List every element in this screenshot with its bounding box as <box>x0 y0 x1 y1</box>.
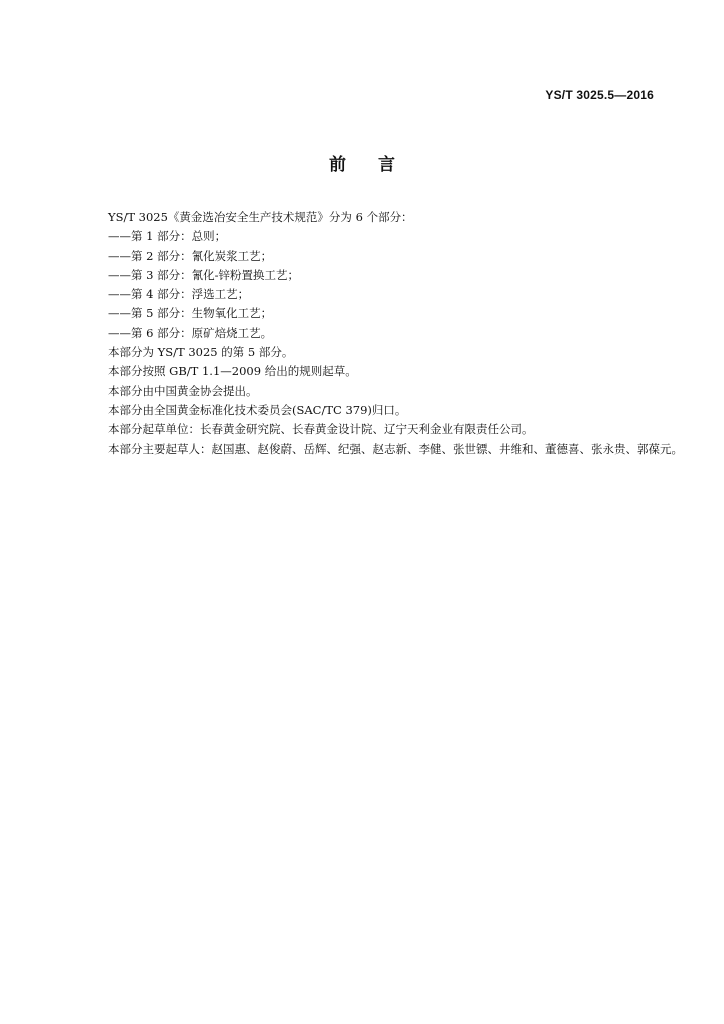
foreword-line: 本部分起草单位：长春黄金研究院、长春黄金设计院、辽宁天利金业有限责任公司。 <box>108 422 534 437</box>
document-number: YS/T 3025.5—2016 <box>545 88 654 102</box>
page-title: 前言 <box>329 155 427 175</box>
foreword-body <box>108 208 683 459</box>
foreword-line: 本部分为 YS/T 3025 的第 5 部分。 <box>108 345 294 360</box>
foreword-line: ——第 6 部分：原矿焙烧工艺。 <box>108 325 273 340</box>
foreword-line: ——第 4 部分：浮选工艺； <box>108 287 250 302</box>
foreword-line: 本部分按照 GB/T 1.1—2009 给出的规则起草。 <box>108 364 357 379</box>
foreword-line: ——第 3 部分：氰化-锌粉置换工艺； <box>108 267 300 282</box>
foreword-line: 本部分由中国黄金协会提出。 <box>108 383 258 398</box>
foreword-line: ——第 1 部分：总则； <box>108 229 227 244</box>
foreword-line: 本部分主要起草人：赵国惠、赵俊蔚、岳辉、纪强、赵志新、李健、张世镖、井维和、董德喜、张永贵、郭葆元。 <box>108 441 683 456</box>
foreword-line: YS/T 3025《黄金选冶安全生产技术规范》分为 6 个部分： <box>108 210 413 224</box>
foreword-line: ——第 5 部分：生物氧化工艺； <box>108 306 273 321</box>
foreword-line: 本部分由全国黄金标准化技术委员会(SAC/TC 379)归口。 <box>108 402 407 417</box>
foreword-line: ——第 2 部分：氰化炭浆工艺； <box>108 248 273 263</box>
